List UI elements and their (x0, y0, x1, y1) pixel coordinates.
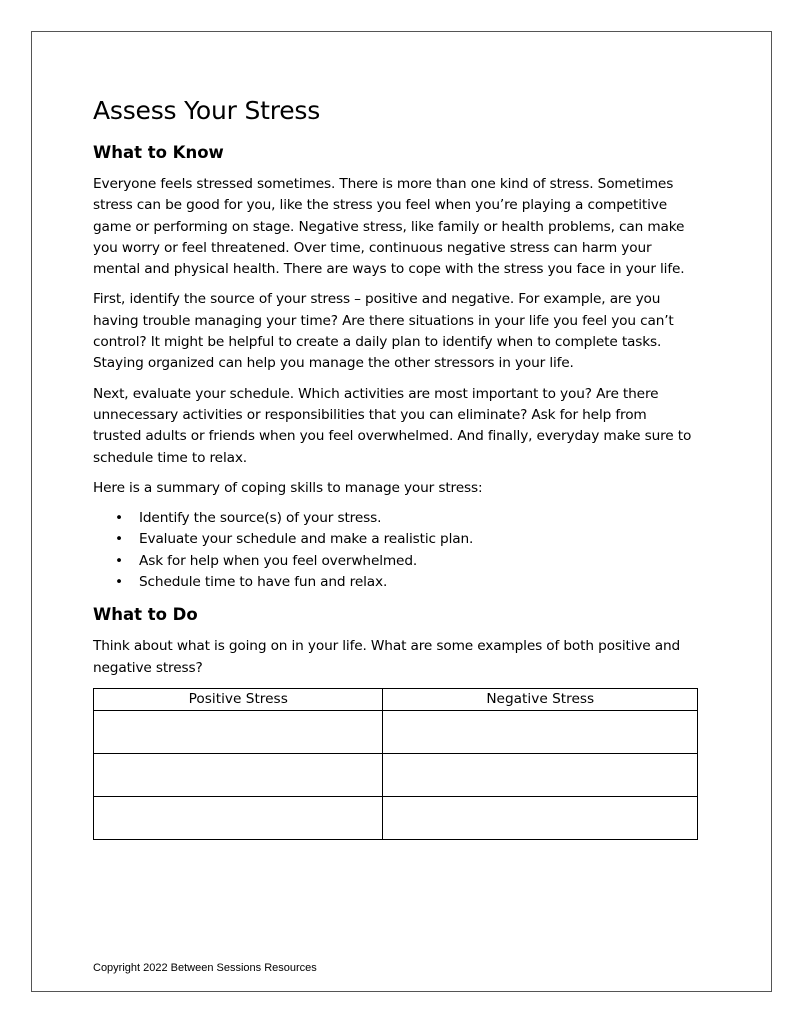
bullet-icon: • (115, 531, 123, 548)
list-item-text: Identify the source(s) of your stress. (139, 510, 382, 527)
list-item (93, 529, 699, 550)
know-paragraph-2: First, identify the source of your stress – positive and negative. For example, are you having trouble managing your time? Are there situations in your life you feel you can’t control? It might be helpful to create a daily plan to identify when to complete tasks. Staying organized can help you manage the other stressors in your life. (93, 291, 674, 372)
positive-stress-cell[interactable] (94, 753, 383, 796)
positive-stress-cell[interactable] (94, 796, 383, 839)
page-title: Assess Your Stress (93, 96, 321, 125)
list-item (93, 551, 699, 572)
list-item-text: Schedule time to have fun and relax. (139, 574, 388, 591)
copyright-footer: Copyright 2022 Between Sessions Resources (93, 962, 317, 974)
worksheet-content (93, 92, 699, 840)
table-header-row (94, 688, 698, 710)
know-paragraph-4: Here is a summary of coping skills to manage your stress: (93, 479, 483, 496)
coping-skills-list (93, 508, 699, 593)
negative-stress-header: Negative Stress (383, 688, 698, 710)
positive-stress-cell[interactable] (94, 710, 383, 753)
table-row (94, 753, 698, 796)
table-row (94, 796, 698, 839)
negative-stress-cell[interactable] (383, 753, 698, 796)
stress-table (93, 688, 698, 840)
positive-stress-header: Positive Stress (94, 688, 383, 710)
negative-stress-cell[interactable] (383, 796, 698, 839)
bullet-icon: • (115, 552, 123, 569)
bullet-icon: • (115, 574, 123, 591)
list-item (93, 572, 699, 593)
list-item-text: Evaluate your schedule and make a realistic plan. (139, 531, 474, 548)
what-to-do-heading: What to Do (93, 605, 198, 625)
list-item (93, 508, 699, 529)
what-to-know-heading: What to Know (93, 143, 224, 162)
bullet-icon: • (115, 510, 123, 527)
do-paragraph: Think about what is going on in your life. What are some examples of both positive and negative stress? (93, 638, 681, 676)
negative-stress-cell[interactable] (383, 710, 698, 753)
know-paragraph-3: Next, evaluate your schedule. Which activities are most important to you? Are there unnecessary activities or responsibilities that you can eliminate? Ask for help from trusted adults or friends when you feel overwhelmed. And finally, everyday make sure to schedule time to relax. (93, 385, 692, 466)
know-paragraph-1: Everyone feels stressed sometimes. There is more than one kind of stress. Sometimes stress can be good for you, like the stress you feel when you’re playing a competitive game or performing on stage. Negative stress, like family or health problems, can make you worry or feel threatened. Over time, continuous negative stress can harm your mental and physical health. There are ways to cope with the stress you face in your life. (93, 176, 685, 278)
list-item-text: Ask for help when you feel overwhelmed. (139, 552, 418, 569)
table-row (94, 710, 698, 753)
